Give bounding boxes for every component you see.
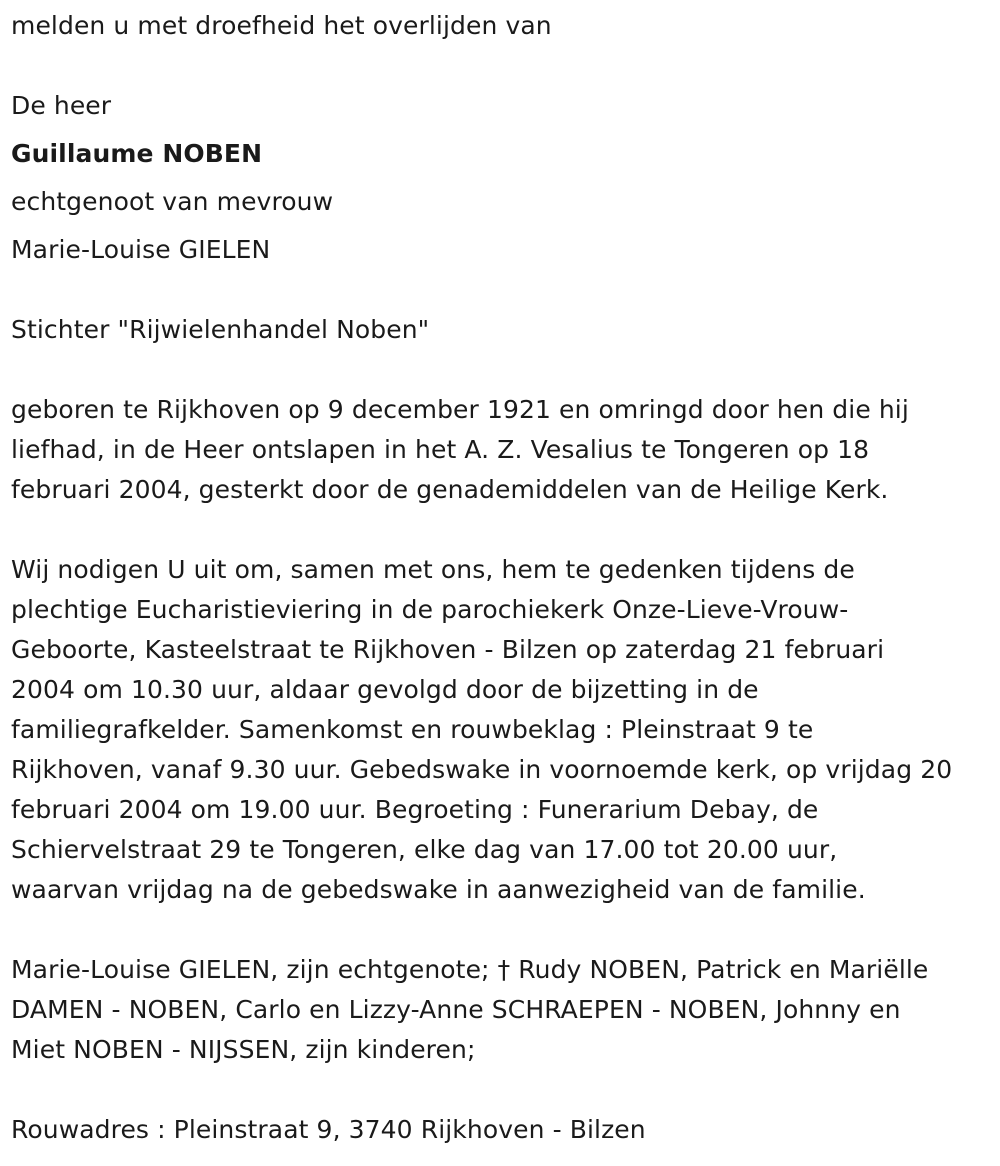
founder-text: Stichter "Rijwielenhandel Noben" [11, 315, 430, 344]
paragraph-line: 2004 om 10.30 uur, aldaar gevolgd door de bijzetting in de [11, 675, 759, 704]
paragraph-line: DAMEN - NOBEN, Carlo en Lizzy-Anne SCHRAEPEN - NOBEN, Johnny en [11, 995, 901, 1024]
paragraph-line: waarvan vrijdag na de gebedswake in aanwezigheid van de familie. [11, 875, 866, 904]
paragraph-line: Rijkhoven, vanaf 9.30 uur. Gebedswake in voornoemde kerk, op vrijdag 20 [11, 755, 953, 784]
paragraph-line: februari 2004 om 19.00 uur. Begroeting : Funerarium Debay, de [11, 795, 819, 824]
intro-text: melden u met droefheid het overlijden van [11, 11, 552, 40]
paragraph-line: geboren te Rijkhoven op 9 december 1921 en omringd door hen die hij [11, 395, 909, 424]
paragraph-line: Miet NOBEN - NIJSSEN, zijn kinderen; [11, 1035, 476, 1064]
mourning-address: Rouwadres : Pleinstraat 9, 3740 Rijkhoven - Bilzen [11, 1115, 646, 1144]
paragraph-line: familiegrafkelder. Samenkomst en rouwbeklag : Pleinstraat 9 te [11, 715, 814, 744]
spouse-name: Marie-Louise GIELEN [11, 235, 271, 264]
honorific: De heer [11, 91, 112, 120]
paragraph-line: Wij nodigen U uit om, samen met ons, hem te gedenken tijdens de [11, 555, 855, 584]
paragraph-line: Marie-Louise GIELEN, zijn echtgenote; † Rudy NOBEN, Patrick en Mariëlle [11, 955, 929, 984]
paragraph-line: Schiervelstraat 29 te Tongeren, elke dag van 17.00 tot 20.00 uur, [11, 835, 838, 864]
spouse-label: echtgenoot van mevrouw [11, 187, 334, 216]
birth-paragraph [11, 390, 909, 510]
paragraph-line: Geboorte, Kasteelstraat te Rijkhoven - Bilzen op zaterdag 21 februari [11, 635, 885, 664]
deceased-name: Guillaume NOBEN [11, 139, 263, 168]
family-paragraph [11, 950, 928, 1070]
paragraph-line: februari 2004, gesterkt door de genademiddelen van de Heilige Kerk. [11, 475, 889, 504]
invitation-paragraph [11, 550, 952, 910]
paragraph-line: liefhad, in de Heer ontslapen in het A. Z. Vesalius te Tongeren op 18 [11, 435, 870, 464]
paragraph-line: plechtige Eucharistieviering in de parochiekerk Onze-Lieve-Vrouw- [11, 595, 849, 624]
